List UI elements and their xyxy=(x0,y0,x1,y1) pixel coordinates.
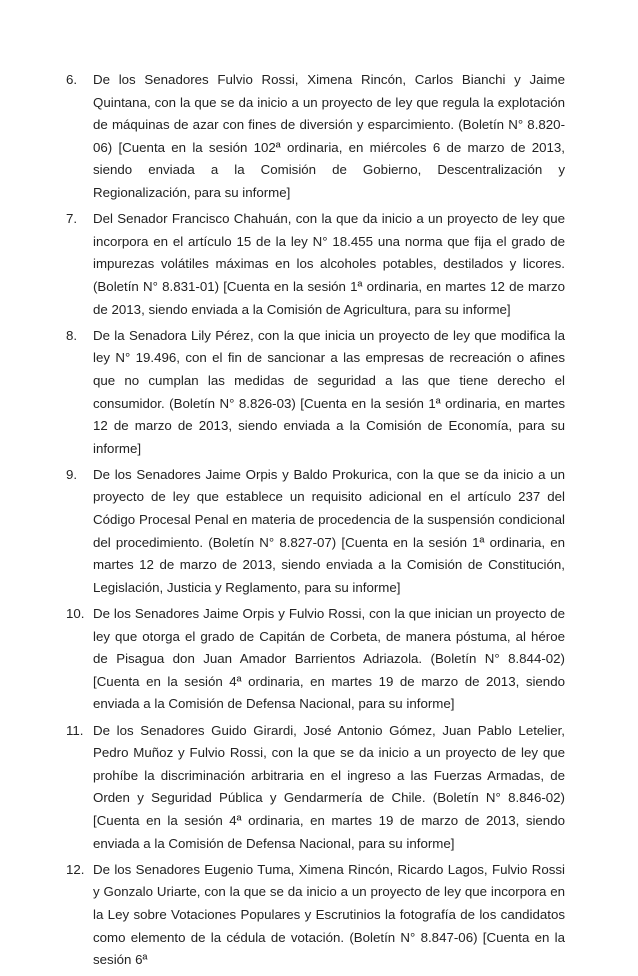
list-item xyxy=(66,208,565,321)
list-item xyxy=(66,603,565,716)
item-number: 8. xyxy=(66,327,78,343)
motion-list xyxy=(66,69,565,975)
item-text: De los Senadores Eugenio Tuma, Ximena Rincón, Ricardo Lagos, Fulvio Rossi y Gonzalo Uriarte, con la que se da inicio a un proyecto de ley que incorpora en la Ley sobre Votaciones Populares y Escrutinios la fotografía de los candidatos como elemento de la cédula de votación. (Boletín N° 8.847-06) [Cuenta en la sesión 6ª xyxy=(93,861,565,968)
item-text: De los Senadores Jaime Orpis y Baldo Prokurica, con la que se da inicio a un proyecto de ley que establece un requisito adicional en el artículo 237 del Código Procesal Penal en materia de procedencia de la suspensión condicional del procedimiento. (Boletín N° 8.827-07) [Cuenta en la sesión 1ª ordinaria, en martes 12 de marzo de 2013, siendo enviada a la Comisión de Constitución, Legislación, Justicia y Reglamento, para su informe] xyxy=(93,466,565,595)
item-number: 7. xyxy=(66,211,78,227)
list-item xyxy=(66,720,565,856)
item-number: 10. xyxy=(66,606,85,622)
item-text: De los Senadores Guido Girardi, José Antonio Gómez, Juan Pablo Letelier, Pedro Muñoz y Fulvio Rossi, con la que se da inicio a un proyecto de ley que prohíbe la discriminación arbitraria en el ingreso a las Fuerzas Armadas, de Orden y Seguridad Pública y Gendarmería de Chile. (Boletín N° 8.846-02) [Cuenta en la sesión 4ª ordinaria, en martes 19 de marzo de 2013, siendo enviada a la Comisión de Defensa Nacional, para su informe] xyxy=(93,722,565,851)
list-item xyxy=(66,325,565,461)
list-item xyxy=(66,859,565,972)
item-text: De la Senadora Lily Pérez, con la que inicia un proyecto de ley que modifica la ley N° 19.496, con el fin de sancionar a las empresas de recreación o afines que no cumplan las medidas de seguridad a las que tiene derecho el consumidor. (Boletín N° 8.826-03) [Cuenta en la sesión 1ª ordinaria, en martes 12 de marzo de 2013, siendo enviada a la Comisión de Economía, para su informe] xyxy=(93,327,565,456)
item-number: 9. xyxy=(66,466,78,482)
item-number: 11. xyxy=(66,722,84,738)
item-text: De los Senadores Fulvio Rossi, Ximena Rincón, Carlos Bianchi y Jaime Quintana, con la que se da inicio a un proyecto de ley que regula la explotación de máquinas de azar con fines de diversión y esparcimiento. (Boletín N° 8.820-06) [Cuenta en la sesión 102ª ordinaria, en miércoles 6 de marzo de 2013, siendo enviada a la Comisión de Gobierno, Descentralización y Regionalización, para su informe] xyxy=(93,72,565,200)
item-text: Del Senador Francisco Chahuán, con la que da inicio a un proyecto de ley que incorpora en el artículo 15 de la ley N° 18.455 una norma que fija el grado de impurezas volátiles máximas en los alcoholes potables, destilados y licores. (Boletín N° 8.831-01) [Cuenta en la sesión 1ª ordinaria, en martes 12 de marzo de 2013, siendo enviada a la Comisión de Agricultura, para su informe] xyxy=(93,211,565,317)
item-text: De los Senadores Jaime Orpis y Fulvio Rossi, con la que inician un proyecto de ley que otorga el grado de Capitán de Corbeta, de manera póstuma, al héroe de Pisagua don Juan Amador Barrientos Adriazola. (Boletín N° 8.844-02) [Cuenta en la sesión 4ª ordinaria, en martes 19 de marzo de 2013, siendo enviada a la Comisión de Defensa Nacional, para su informe] xyxy=(93,606,565,712)
list-item xyxy=(66,69,565,205)
item-number: 6. xyxy=(66,72,78,87)
item-number: 12. xyxy=(66,861,85,877)
list-item xyxy=(66,464,565,600)
